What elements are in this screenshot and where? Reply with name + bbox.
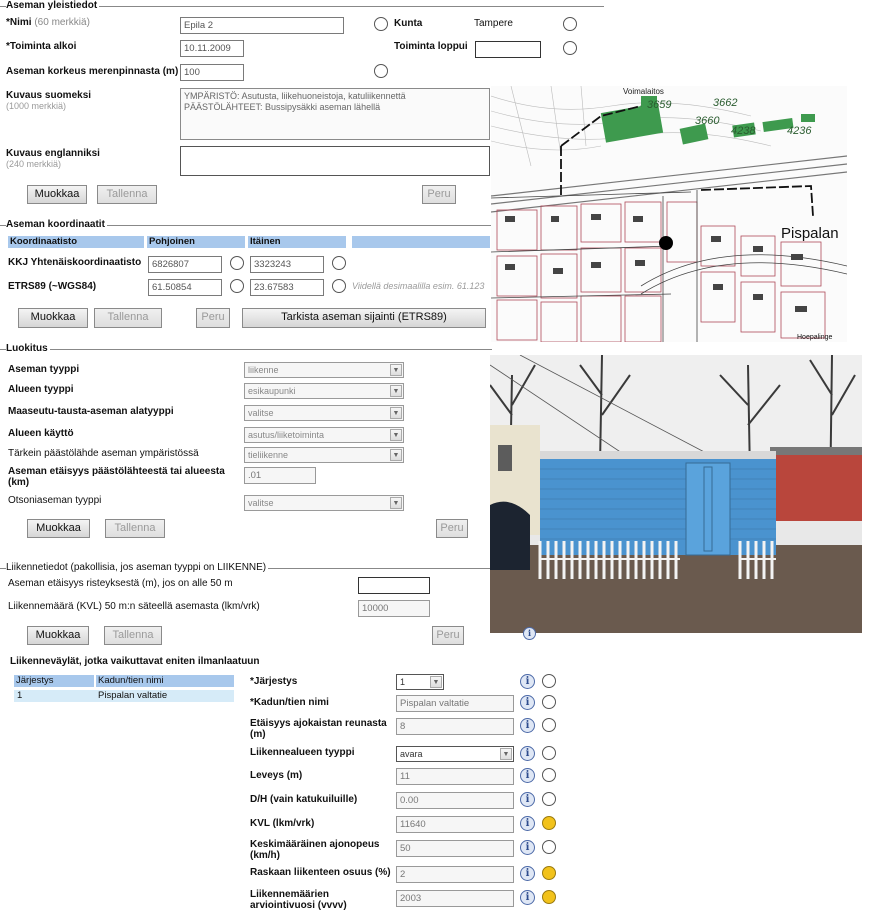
kkj-north-input[interactable]: 6826807 [148,256,222,273]
traffic-edit-button[interactable]: Muokkaa [27,626,89,645]
road-kvl-input[interactable]: 11640 [396,816,514,833]
end-date-radio[interactable] [563,41,577,55]
col-street-header: Kadun/tien nimi [96,675,234,687]
heavy-required-radio[interactable] [542,866,556,880]
speed-info-icon[interactable]: i [520,840,535,855]
speed-label: Keskimääräinen ajonopeus (km/h) [250,839,380,861]
classification-fieldset [0,349,492,350]
altitude-label: Aseman korkeus merenpinnasta (m) [6,66,179,77]
desc-en-label: Kuvaus englanniksi (240 merkkiä) [6,148,100,169]
col-north-header: Pohjoinen [147,236,245,248]
traffic-save-button[interactable]: Tallenna [104,626,162,645]
end-date-input[interactable] [475,41,541,58]
dh-radio[interactable] [542,792,556,806]
rural-select[interactable]: valitse ▼ [244,405,404,421]
municipality-radio[interactable] [563,17,577,31]
speed-radio[interactable] [542,840,556,854]
heavy-info-icon[interactable]: i [520,866,535,881]
col-system-header: Koordinaatisto [8,236,144,248]
ozone-label: Otsoniaseman tyyppi [8,495,102,506]
main-source-select[interactable]: tieliikenne ▼ [244,447,404,463]
map-plot-3662: 3662 [713,97,738,109]
width-info-icon[interactable]: i [520,768,535,783]
heavy-traffic-label: Raskaan liikenteen osuus (%) [250,867,391,878]
area-use-label: Alueen käyttö [8,428,74,439]
traffic-cancel-button[interactable]: Peru [432,626,464,645]
width-input[interactable]: 11 [396,768,514,785]
map-graphic [491,86,847,342]
heavy-traffic-input[interactable]: 2 [396,866,514,883]
coords-edit-button[interactable]: Muokkaa [18,308,88,328]
year-info-icon[interactable]: i [520,890,535,905]
map-area-label: Pispalan [781,225,839,242]
traffic-legend: Liikennetiedot (pakollisia, jos aseman tyyppi on LIIKENNE) [6,562,267,573]
speed-input[interactable]: 50 [396,840,514,857]
kvl-info-icon[interactable]: i [520,816,535,831]
chevron-down-icon: ▼ [390,364,402,376]
map-plot-4236: 4236 [787,125,812,137]
desc-fi-textarea[interactable] [180,88,490,140]
traffic-area-label: Liikennealueen tyyppi [250,747,355,758]
row-street-cell: Pispalan valtatie [98,690,168,701]
municipality-value: Tampere [474,18,513,29]
etrs-east-input[interactable]: 23.67583 [250,279,324,296]
kkj-east-radio[interactable] [332,256,346,270]
edge-distance-input[interactable]: 8 [396,718,514,735]
rural-label: Maaseutu-tausta-aseman alatyyppi [8,406,174,417]
intersection-label: Aseman etäisyys risteyksestä (m), jos on alle 50 m [8,578,233,589]
street-label: *Kadun/tien nimi [250,697,329,708]
general-edit-button[interactable]: Muokkaa [27,185,87,204]
map-plot-3659: 3659 [647,99,672,111]
coords-cancel-button[interactable]: Peru [196,308,230,328]
year-required-radio[interactable] [542,890,556,904]
traffic-kvl-label: Liikennemäärä (KVL) 50 m:n säteellä asemasta (lkm/vrk) [8,601,260,612]
street-input[interactable]: Pispalan valtatie [396,695,514,712]
start-date-input[interactable]: 10.11.2009 [180,40,244,57]
name-label: *Nimi (60 merkkiä) [6,17,90,28]
roads-title: Liikenneväylät, jotka vaikuttavat eniten ilmanlaatuun [10,656,260,667]
station-type-label: Aseman tyyppi [8,364,80,375]
year-input[interactable]: 2003 [396,890,514,907]
kvl-required-radio[interactable] [542,816,556,830]
etrs-north-radio[interactable] [230,279,244,293]
end-label: Toiminta loppui [394,41,468,52]
street-radio[interactable] [542,695,556,709]
chevron-down-icon: ▼ [390,407,402,419]
width-label: Leveys (m) [250,770,303,781]
station-photo-graphic [490,355,862,633]
kkj-north-radio[interactable] [230,256,244,270]
street-info-icon[interactable]: i [520,695,535,710]
col-east-header: Itäinen [248,236,346,248]
general-cancel-button[interactable]: Peru [422,185,456,204]
main-source-label: Tärkein päästölähde aseman ympäristössä [8,448,199,459]
width-radio[interactable] [542,768,556,782]
station-marker-icon [659,236,673,250]
area-use-select[interactable]: asutus/liiketoiminta ▼ [244,427,404,443]
coords-save-button[interactable]: Tallenna [94,308,162,328]
desc-en-textarea[interactable] [180,146,490,176]
desc-fi-line1: YMPÄRISTÖ: Asutusta, liikehuoneistoja, katuliikennettä [184,91,406,101]
classification-legend: Luokitus [6,343,48,354]
year-label: Liikennemäärien arviointivuosi (vvvv) [250,889,347,911]
order-radio[interactable] [542,674,556,688]
start-label: *Toiminta alkoi [6,41,77,52]
chevron-down-icon: ▼ [500,748,512,760]
chevron-down-icon: ▼ [390,385,402,397]
distance-input[interactable]: .01 [244,467,316,484]
altitude-input[interactable]: 100 [180,64,244,81]
etrs-label: ETRS89 (~WGS84) [8,281,97,292]
name-input[interactable]: Epila 2 [180,17,344,34]
chevron-down-icon: ▼ [390,449,402,461]
order-label: *Järjestys [250,676,298,687]
desc-fi-label: Kuvaus suomeksi (1000 merkkiä) [6,90,92,111]
check-location-button[interactable]: Tarkista aseman sijainti (ETRS89) [242,308,486,328]
general-save-button[interactable]: Tallenna [97,185,157,204]
name-radio[interactable] [374,17,388,31]
station-map[interactable] [491,86,847,342]
general-legend: Aseman yleistiedot [6,0,98,11]
desc-fi-line2: PÄÄSTÖLÄHTEET: Bussipysäkki aseman lähellä [184,102,381,112]
row-order-cell: 1 [17,690,23,701]
area-type-label: Alueen tyyppi [8,384,74,395]
classification-edit-button[interactable]: Muokkaa [27,519,90,538]
col-extra-header [352,236,490,248]
kkj-east-input[interactable]: 3323243 [250,256,324,273]
chevron-down-icon: ▼ [390,497,402,509]
etrs-north-input[interactable]: 61.50854 [148,279,222,296]
edge-distance-label: Etäisyys ajokaistan reunasta (m) [250,718,387,740]
order-info-icon[interactable]: i [520,674,535,689]
altitude-radio[interactable] [374,64,388,78]
area-type-radio[interactable] [542,746,556,760]
col-order-header: Järjestys [14,675,94,687]
station-type-select[interactable]: liikenne ▼ [244,362,404,378]
edge-info-icon[interactable]: i [520,718,535,733]
etrs-east-radio[interactable] [332,279,346,293]
kkj-label: KKJ Yhtenäiskoordinaatisto [8,257,142,268]
dh-input[interactable]: 0.00 [396,792,514,809]
chevron-down-icon: ▼ [390,429,402,441]
dh-label: D/H (vain katukuiluille) [250,794,358,805]
traffic-area-select[interactable]: avara ▼ [396,746,514,762]
photo-info-icon[interactable]: i [523,627,536,640]
map-plot-4238: 4238 [731,125,756,137]
traffic-kvl-input[interactable]: 10000 [358,600,430,617]
coords-legend: Aseman koordinaatit [6,219,105,230]
order-select[interactable]: 1 ▼ [396,674,444,690]
ozone-select[interactable]: valitse ▼ [244,495,404,511]
edge-radio[interactable] [542,718,556,732]
classification-save-button[interactable]: Tallenna [105,519,165,538]
map-corner-label: Hoepalinge [797,334,833,341]
dh-info-icon[interactable]: i [520,792,535,807]
map-plot-3660: 3660 [695,115,720,127]
station-photo [490,355,862,633]
area-type-select[interactable]: esikaupunki ▼ [244,383,404,399]
distance-label: Aseman etäisyys päästölähteestä tai alueesta (km) [8,466,225,488]
classification-cancel-button[interactable]: Peru [436,519,468,538]
municipality-label: Kunta [394,18,423,29]
chevron-down-icon: ▼ [430,676,442,688]
map-plant-label: Voimalaitos [623,87,664,96]
etrs-note: Viidellä desimaalilla esim. 61.123 [352,281,485,291]
road-kvl-label: KVL (lkm/vrk) [250,818,315,829]
area-type-info-icon[interactable]: i [520,746,535,761]
table-row[interactable] [14,690,234,702]
intersection-input[interactable] [358,577,430,594]
